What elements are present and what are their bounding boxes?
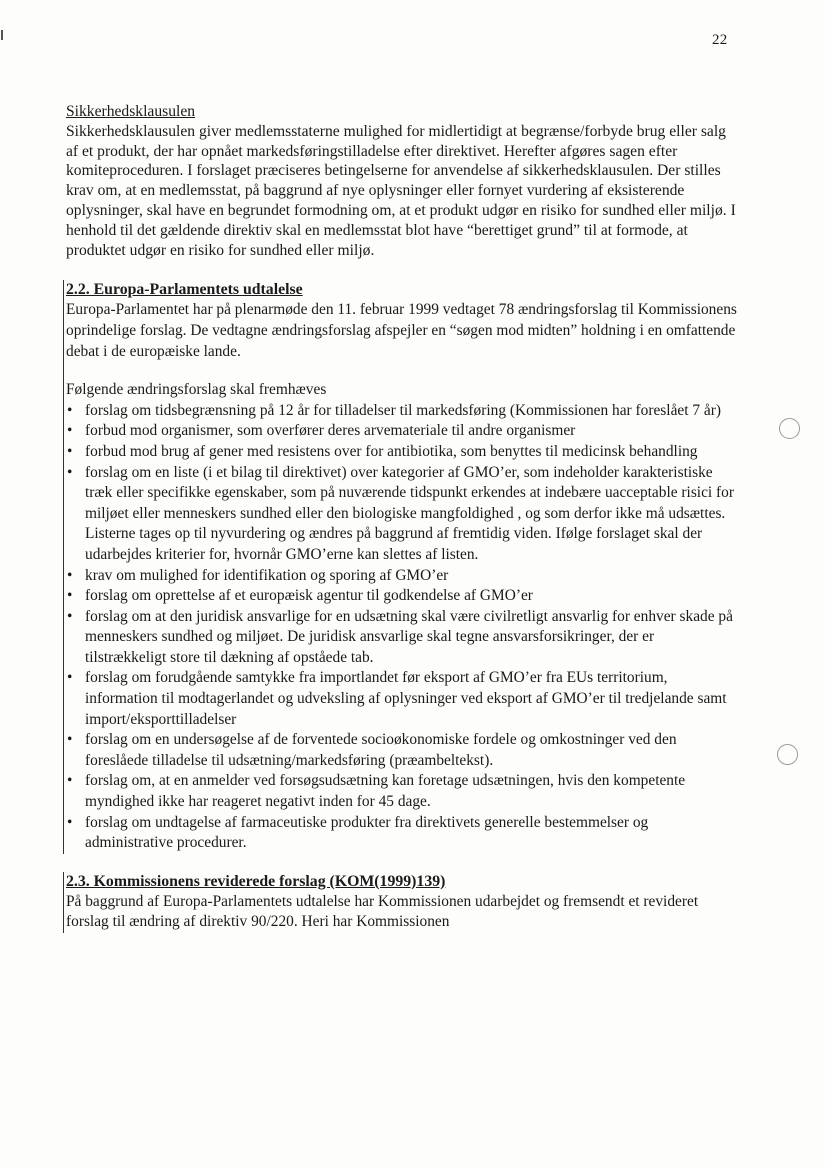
list-item: • forslag om oprettelse af et europæisk agentur til godkendelse af GMO’er (66, 586, 738, 607)
section-paragraph: Europa-Parlamentet har på plenarmøde den 11. februar 1999 vedtaget 78 ændringsforslag til Kommissionens oprindelige forslag. De vedtagne ændringsforslag afspejler en “søgen mod midten” holdning i en omfattende debat i de europæiske lande. (66, 301, 737, 360)
section-kommissionens-forslag (63, 872, 738, 933)
list-item: • forslag om at den juridisk ansvarlige for en udsætning skal være civilretligt ansvarlig for enhver skade på menneskers sundhed og miljøet. De juridisk ansvarlige skal tegne ansvarsforsikringer, der er tilstrækkeligt store til dækning af opståede tab. (66, 607, 738, 669)
section-heading: Sikkerhedsklausulen (66, 103, 196, 120)
list-item: • forslag om, at en anmelder ved forsøgsudsætning kan foretage udsætningen, hvis den kompetente myndighed ikke har reageret negativt inden for 45 dage. (66, 771, 738, 812)
section-paragraph: På baggrund af Europa-Parlamentets udtalelse har Kommissionen udarbejdet og fremsendt et revideret forslag til ændring af direktiv 90/220. Heri har Kommissionen (66, 892, 699, 931)
list-item: • forslag om tidsbegrænsning på 12 år for tilladelser til markedsføring (Kommissionen har foreslået 7 år) (66, 401, 738, 422)
list-item: • forslag om en undersøgelse af de forventede socioøkonomiske fordele og omkostninger ved den foreslåede tilladelse til udsætning/markedsføring (præambeltekst). (66, 730, 738, 771)
list-item: • forbud mod organismer, som overfører deres arvemateriale til andre organismer (66, 421, 738, 442)
list-item: • forslag om forudgående samtykke fra importlandet før eksport af GMO’er fra EUs territorium, information til modtagerlandet og udveksling af oplysninger ved eksport af GMO’er til tredjelande samt import/eksporttilladelser (66, 668, 738, 730)
section-heading: 2.3. Kommissionens reviderede forslag (KOM(1999)139) (66, 872, 446, 890)
section-europa-parlamentet (63, 280, 738, 853)
list-item: • krav om mulighed for identifikation og sporing af GMO’er (66, 566, 738, 587)
list-item: • forbud mod brug af gener med resistens over for antibiotika, som benyttes til medicinsk behandling (66, 442, 738, 463)
section-paragraph: Sikkerhedsklausulen giver medlemsstaterne mulighed for midlertidigt at begrænse/forbyde brug eller salg af et produkt, der har opnået markedsføringstilladelse efter direktivet. Herefter afgøres sagen efter komiteproceduren. I forslaget præciseres betingelserne for anvendelse af sikkerhedsklausulen. Der stilles krav om, at en medlemsstat, på baggrund af nye oplysninger eller fornyet vurdering af eksisterende oplysninger, skal have en begrundet formodning om, at et produkt udgør en risiko for sundhed eller miljø. I henhold til det gældende direktiv skal en medlemsstat blot have “berettiget grund” til at formode, at produktet udgør en risiko for sundhed eller miljø. (66, 122, 736, 259)
page-number: 22 (712, 32, 728, 48)
list-intro: Følgende ændringsforslag skal fremhæves (66, 381, 327, 399)
scan-edge-mark (1, 30, 3, 40)
section-heading: 2.2. Europa-Parlamentets udtalelse (66, 281, 303, 299)
page-content (66, 102, 738, 933)
section-sikkerhedsklausulen (66, 102, 738, 260)
list-item: • forslag om undtagelse af farmaceutiske produkter fra direktivets generelle bestemmelser og administrative procedurer. (66, 813, 738, 854)
punch-hole-mark (777, 744, 798, 765)
list-item: • forslag om en liste (i et bilag til direktivet) over kategorier af GMO’er, som indeholder karakteristiske træk eller specifikke egenskaber, som på nuværende tidspunkt erkendes at indebære uacceptable risici for miljøet eller menneskers sundhed eller den biologiske mangfoldighed , og som derfor ikke må udsættes. Listerne tages op til nyvurdering og ændres på baggrund af fremtidig viden. Ifølge forslaget skal der udarbejdes kriterier for, hvornår GMO’erne kan slettes af listen. (66, 463, 738, 566)
amendment-list (66, 401, 738, 854)
punch-hole-mark (779, 418, 800, 439)
